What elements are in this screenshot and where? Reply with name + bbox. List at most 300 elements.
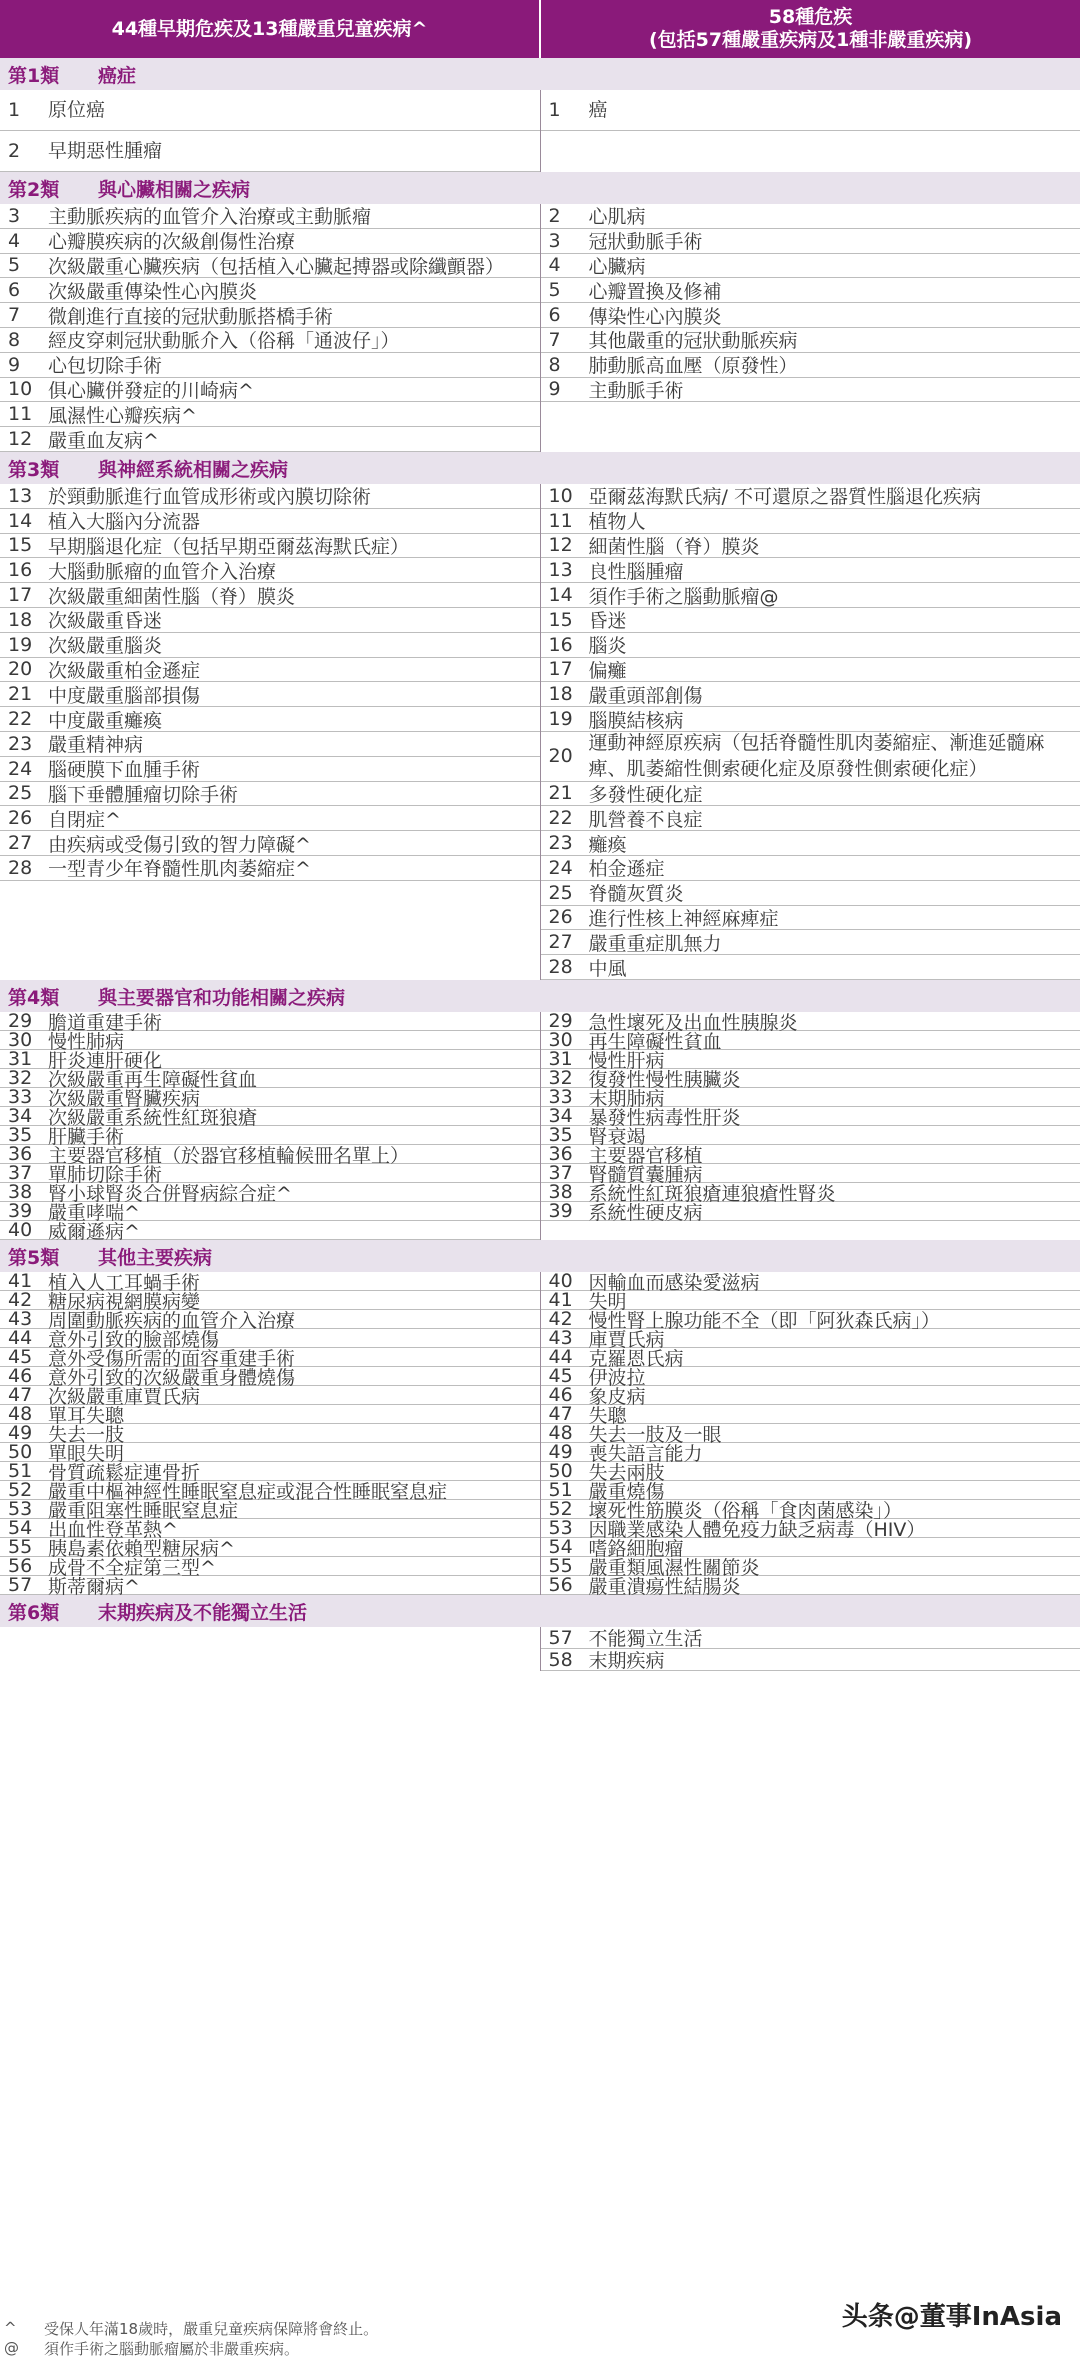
category-name: 末期疾病及不能獨立生活 bbox=[98, 1601, 308, 1624]
item-number: 22 bbox=[8, 708, 33, 731]
item-number: 24 bbox=[548, 856, 573, 879]
item-name: 象皮病 bbox=[588, 1385, 646, 1408]
item-name: 嚴重潰瘍性結腸炎 bbox=[588, 1575, 741, 1598]
item-number: 57 bbox=[548, 1626, 573, 1649]
item-number: 43 bbox=[8, 1308, 33, 1330]
item-number: 13 bbox=[8, 484, 33, 507]
list-item bbox=[0, 583, 540, 608]
item-number: 46 bbox=[8, 1365, 33, 1387]
item-name: 慢性肝病 bbox=[588, 1049, 665, 1072]
list-item bbox=[0, 707, 540, 732]
item-name: 亞爾茲海默氏病/ 不可還原之器質性腦退化疾病 bbox=[588, 486, 981, 509]
item-number: 41 bbox=[8, 1270, 33, 1292]
item-name: 須作手術之腦動脈瘤@ bbox=[588, 585, 779, 608]
item-number: 55 bbox=[8, 1536, 33, 1558]
item-name: 次級嚴重再生障礙性貧血 bbox=[48, 1068, 258, 1091]
item-name: 腦硬膜下血腫手術 bbox=[48, 759, 201, 782]
item-name: 植入大腦內分流器 bbox=[48, 511, 201, 534]
list-item bbox=[0, 328, 540, 353]
item-name: 於頸動脈進行血管成形術或內膜切除術 bbox=[48, 486, 372, 509]
item-number: 7 bbox=[8, 304, 21, 327]
list-item bbox=[0, 1574, 540, 1598]
item-number: 52 bbox=[548, 1498, 573, 1520]
left-column bbox=[0, 1627, 541, 1671]
list-item bbox=[0, 90, 540, 131]
list-item bbox=[541, 732, 1080, 782]
category-rows bbox=[0, 204, 1080, 452]
item-number: 8 bbox=[548, 353, 561, 376]
item-name: 經皮穿刺冠狀動脈介入（俗稱「通波仔」） bbox=[48, 330, 400, 353]
category-rows bbox=[0, 1627, 1080, 1671]
category-id: 第2類 bbox=[8, 178, 60, 201]
item-number: 27 bbox=[8, 832, 33, 855]
item-name: 系統性紅斑狼瘡連狼瘡性腎炎 bbox=[588, 1182, 836, 1205]
item-number: 27 bbox=[548, 931, 573, 954]
item-name: 原位癌 bbox=[48, 99, 106, 121]
item-name: 糖尿病視網膜病變 bbox=[48, 1290, 201, 1313]
category-id: 第1類 bbox=[8, 64, 60, 87]
item-name: 腎髓質囊腫病 bbox=[588, 1163, 703, 1186]
item-name: 嚴重血友病^ bbox=[48, 429, 159, 452]
item-number: 21 bbox=[8, 683, 33, 706]
item-number: 7 bbox=[548, 328, 561, 351]
list-item bbox=[0, 254, 540, 279]
item-number: 15 bbox=[8, 534, 33, 557]
item-number: 33 bbox=[548, 1086, 573, 1108]
item-name: 嚴重哮喘^ bbox=[48, 1201, 140, 1224]
item-name: 微創進行直接的冠狀動脈搭橋手術 bbox=[48, 305, 334, 328]
item-number: 39 bbox=[8, 1200, 33, 1222]
item-name: 嚴重中樞神經性睡眠窒息症或混合性睡眠窒息症 bbox=[48, 1480, 448, 1503]
item-number: 1 bbox=[8, 99, 21, 121]
item-number: 55 bbox=[548, 1555, 573, 1577]
list-item bbox=[0, 658, 540, 683]
right-column bbox=[541, 1012, 1080, 1240]
right-column-heading: 58種危疾 (包括57種嚴重疾病及1種非嚴重疾病) bbox=[648, 6, 973, 51]
list-item bbox=[541, 856, 1080, 881]
item-name: 意外受傷所需的面容重建手術 bbox=[48, 1347, 296, 1370]
list-item bbox=[0, 402, 540, 427]
item-number: 25 bbox=[8, 782, 33, 805]
list-item bbox=[0, 427, 540, 452]
item-number: 23 bbox=[8, 732, 33, 755]
list-item bbox=[0, 378, 540, 403]
item-number: 2 bbox=[8, 140, 21, 162]
item-number: 29 bbox=[8, 1010, 33, 1032]
item-number: 2 bbox=[548, 204, 561, 227]
list-item bbox=[541, 906, 1080, 931]
item-number: 53 bbox=[8, 1498, 33, 1520]
item-name: 自閉症^ bbox=[48, 808, 121, 831]
item-name: 復發性慢性胰臟炎 bbox=[588, 1068, 741, 1091]
category-rows bbox=[0, 1010, 1080, 1243]
category-heading bbox=[0, 452, 1080, 484]
item-name: 再生障礙性貧血 bbox=[588, 1030, 722, 1053]
item-name: 次級嚴重腎臟疾病 bbox=[48, 1087, 201, 1110]
right-column bbox=[541, 204, 1080, 452]
item-name: 嚴重重症肌無力 bbox=[588, 932, 722, 955]
item-name: 肝臟手術 bbox=[48, 1125, 125, 1148]
left-column bbox=[0, 1010, 541, 1243]
list-item bbox=[541, 658, 1080, 683]
item-name: 膽道重建手術 bbox=[48, 1011, 163, 1034]
item-name: 早期惡性腫瘤 bbox=[48, 140, 163, 162]
list-item bbox=[0, 732, 540, 757]
item-name: 植物人 bbox=[588, 511, 646, 534]
item-number: 34 bbox=[8, 1105, 33, 1127]
item-name: 因職業感染人體免疫力缺乏病毒（HIV） bbox=[588, 1518, 926, 1541]
item-name: 次級嚴重庫賈氏病 bbox=[48, 1385, 201, 1408]
item-name: 嗜鉻細胞瘤 bbox=[588, 1537, 684, 1560]
list-item bbox=[541, 254, 1080, 279]
category-heading bbox=[0, 172, 1080, 204]
category-rows bbox=[0, 1270, 1080, 1598]
category-id: 第5類 bbox=[8, 1246, 60, 1269]
item-number: 54 bbox=[8, 1517, 33, 1539]
item-name: 斯蒂爾病^ bbox=[48, 1575, 140, 1598]
table-header bbox=[0, 0, 1080, 58]
list-item bbox=[0, 633, 540, 658]
item-number: 54 bbox=[548, 1536, 573, 1558]
list-item bbox=[541, 633, 1080, 658]
item-name: 其他嚴重的冠狀動脈疾病 bbox=[588, 330, 798, 353]
item-number: 45 bbox=[548, 1365, 573, 1387]
item-name: 嚴重頭部創傷 bbox=[588, 684, 703, 707]
category-rows bbox=[0, 90, 1080, 172]
list-item bbox=[541, 1574, 1080, 1598]
item-number: 38 bbox=[548, 1181, 573, 1203]
item-number: 25 bbox=[548, 881, 573, 904]
item-number: 9 bbox=[8, 353, 21, 376]
list-item bbox=[541, 930, 1080, 955]
item-number: 37 bbox=[548, 1162, 573, 1184]
item-name: 失去一肢及一眼 bbox=[588, 1423, 722, 1446]
item-number: 56 bbox=[548, 1574, 573, 1596]
item-number: 8 bbox=[8, 328, 21, 351]
item-number: 58 bbox=[548, 1648, 573, 1671]
item-number: 11 bbox=[548, 509, 573, 532]
item-number: 32 bbox=[548, 1067, 573, 1089]
right-column bbox=[541, 1270, 1080, 1598]
item-number: 12 bbox=[8, 428, 33, 451]
item-number: 44 bbox=[8, 1327, 33, 1349]
item-number: 6 bbox=[8, 279, 21, 302]
item-number: 5 bbox=[548, 279, 561, 302]
item-number: 31 bbox=[8, 1048, 33, 1070]
footnote-text: 須作手術之腦動脈瘤屬於非嚴重疾病。 bbox=[44, 2339, 300, 2358]
item-name: 嚴重燒傷 bbox=[588, 1480, 665, 1503]
item-number: 11 bbox=[8, 403, 33, 426]
item-name: 單眼失明 bbox=[48, 1442, 125, 1465]
item-name: 植入人工耳蝸手術 bbox=[48, 1271, 201, 1294]
item-name: 一型青少年脊髓性肌肉萎縮症^ bbox=[48, 858, 311, 881]
list-item bbox=[0, 229, 540, 254]
item-number: 12 bbox=[548, 534, 573, 557]
item-name: 良性腦腫瘤 bbox=[588, 560, 684, 583]
item-number: 17 bbox=[8, 584, 33, 607]
item-name: 主要器官移植（於器官移植輪候冊名單上） bbox=[48, 1144, 410, 1167]
item-name: 次級嚴重腦炎 bbox=[48, 635, 163, 658]
footnote-mark: ^ bbox=[4, 2319, 17, 2337]
list-item bbox=[541, 558, 1080, 583]
item-number: 42 bbox=[8, 1289, 33, 1311]
item-number: 14 bbox=[8, 509, 33, 532]
item-name: 因輸血而感染愛滋病 bbox=[588, 1271, 760, 1294]
item-name: 肝炎連肝硬化 bbox=[48, 1049, 163, 1072]
item-name: 心肌病 bbox=[588, 206, 646, 229]
item-number: 51 bbox=[548, 1479, 573, 1501]
item-name: 骨質疏鬆症連骨折 bbox=[48, 1461, 201, 1484]
item-name: 暴發性病毒性肝炎 bbox=[588, 1106, 741, 1129]
item-number: 17 bbox=[548, 658, 573, 681]
left-column bbox=[0, 90, 541, 172]
item-name: 壞死性筋膜炎（俗稱「食肉菌感染」） bbox=[588, 1499, 903, 1522]
item-name: 嚴重類風濕性關節炎 bbox=[588, 1556, 760, 1579]
category-id: 第3類 bbox=[8, 458, 60, 481]
item-name: 嚴重阻塞性睡眠窒息症 bbox=[48, 1499, 239, 1522]
list-item bbox=[541, 328, 1080, 353]
item-name: 癌 bbox=[588, 99, 608, 121]
item-number: 10 bbox=[548, 484, 573, 507]
item-name: 嚴重精神病 bbox=[48, 734, 144, 757]
item-name: 冠狀動脈手術 bbox=[588, 231, 703, 254]
category-name: 與心臟相關之疾病 bbox=[98, 178, 251, 201]
item-number: 43 bbox=[548, 1327, 573, 1349]
item-number: 24 bbox=[8, 757, 33, 780]
item-number: 19 bbox=[548, 708, 573, 731]
item-name: 心瓣置換及修補 bbox=[588, 280, 722, 303]
item-name: 癱瘓 bbox=[588, 833, 627, 856]
item-number: 30 bbox=[548, 1029, 573, 1051]
item-name: 單耳失聰 bbox=[48, 1404, 125, 1427]
item-name: 不能獨立生活 bbox=[588, 1628, 703, 1650]
list-item bbox=[0, 1219, 540, 1243]
item-number: 4 bbox=[8, 229, 21, 252]
item-number: 50 bbox=[548, 1460, 573, 1482]
item-number: 50 bbox=[8, 1441, 33, 1463]
item-name: 失明 bbox=[588, 1290, 627, 1313]
item-number: 10 bbox=[8, 378, 33, 401]
list-item bbox=[541, 881, 1080, 906]
item-name: 腎衰竭 bbox=[588, 1125, 646, 1148]
item-number: 14 bbox=[548, 584, 573, 607]
item-number: 34 bbox=[548, 1105, 573, 1127]
item-name: 主動脈手術 bbox=[588, 379, 684, 402]
category-heading bbox=[0, 1595, 1080, 1627]
item-number: 45 bbox=[8, 1346, 33, 1368]
item-name: 次級嚴重系統性紅斑狼瘡 bbox=[48, 1106, 258, 1129]
item-name: 胰島素依賴型糖尿病^ bbox=[48, 1537, 235, 1560]
item-name: 失去一肢 bbox=[48, 1423, 125, 1446]
item-number: 4 bbox=[548, 254, 561, 277]
list-item bbox=[541, 782, 1080, 807]
item-number: 19 bbox=[8, 633, 33, 656]
item-name: 中度嚴重腦部損傷 bbox=[48, 684, 201, 707]
list-item bbox=[0, 831, 540, 856]
item-name: 急性壞死及出血性胰腺炎 bbox=[588, 1011, 798, 1034]
item-name: 周圍動脈疾病的血管介入治療 bbox=[48, 1309, 296, 1332]
item-name: 傳染性心內膜炎 bbox=[588, 305, 722, 328]
item-number: 28 bbox=[8, 856, 33, 879]
item-name: 意外引致的次級嚴重身體燒傷 bbox=[48, 1366, 296, 1389]
item-name: 失聰 bbox=[588, 1404, 627, 1427]
category-name: 癌症 bbox=[98, 64, 137, 87]
item-number: 40 bbox=[548, 1270, 573, 1292]
item-name: 系統性硬皮病 bbox=[588, 1201, 703, 1224]
list-item bbox=[0, 131, 540, 172]
item-name: 脊髓灰質炎 bbox=[588, 883, 684, 906]
item-name: 成骨不全症第三型^ bbox=[48, 1556, 216, 1579]
right-column bbox=[541, 1627, 1080, 1671]
list-item bbox=[541, 806, 1080, 831]
item-number: 9 bbox=[548, 378, 561, 401]
list-item bbox=[541, 583, 1080, 608]
watermark: 头条@董事InAsia bbox=[841, 2302, 1062, 2332]
item-number: 16 bbox=[8, 559, 33, 582]
item-number: 32 bbox=[8, 1067, 33, 1089]
list-item bbox=[0, 204, 540, 229]
item-number: 47 bbox=[8, 1384, 33, 1406]
list-item bbox=[0, 558, 540, 583]
item-name: 威爾遜病^ bbox=[48, 1220, 140, 1243]
item-number: 31 bbox=[548, 1048, 573, 1070]
list-item bbox=[0, 757, 540, 782]
item-number: 47 bbox=[548, 1403, 573, 1425]
item-number: 42 bbox=[548, 1308, 573, 1330]
item-number: 46 bbox=[548, 1384, 573, 1406]
item-number: 36 bbox=[548, 1143, 573, 1165]
item-name: 多發性硬化症 bbox=[588, 783, 703, 806]
right-column bbox=[541, 484, 1080, 980]
item-number: 56 bbox=[8, 1555, 33, 1577]
list-item bbox=[541, 1649, 1080, 1671]
item-name: 主要器官移植 bbox=[588, 1144, 703, 1167]
item-number: 30 bbox=[8, 1029, 33, 1051]
item-name: 心瓣膜疾病的次級創傷性治療 bbox=[48, 231, 296, 254]
category-name: 與神經系統相關之疾病 bbox=[98, 458, 289, 481]
footnote-text: 受保人年滿18歲時，嚴重兒童疾病保障將會終止。 bbox=[44, 2319, 379, 2338]
list-item bbox=[541, 1200, 1080, 1224]
item-name: 昏迷 bbox=[588, 610, 627, 633]
item-name: 意外引致的臉部燒傷 bbox=[48, 1328, 220, 1351]
item-name: 主動脈疾病的血管介入治療或主動脈瘤 bbox=[48, 206, 372, 229]
category-name: 與主要器官和功能相關之疾病 bbox=[98, 986, 346, 1009]
list-item bbox=[0, 278, 540, 303]
item-name: 偏癱 bbox=[588, 659, 627, 682]
list-item bbox=[541, 831, 1080, 856]
item-name: 由疾病或受傷引致的智力障礙^ bbox=[48, 833, 311, 856]
list-item bbox=[541, 378, 1080, 403]
item-name: 中風 bbox=[588, 957, 627, 980]
item-name: 進行性核上神經麻痺症 bbox=[588, 907, 779, 930]
list-item bbox=[0, 353, 540, 378]
category-name: 其他主要疾病 bbox=[98, 1246, 213, 1269]
list-item bbox=[0, 856, 540, 881]
list-item bbox=[541, 204, 1080, 229]
item-name: 庫賈氏病 bbox=[588, 1328, 665, 1351]
item-name: 風濕性心瓣疾病^ bbox=[48, 404, 197, 427]
item-number: 20 bbox=[548, 745, 573, 768]
item-number: 6 bbox=[548, 304, 561, 327]
item-name: 出血性登革熱^ bbox=[48, 1518, 178, 1541]
list-item bbox=[541, 608, 1080, 633]
left-column bbox=[0, 484, 541, 980]
item-number: 41 bbox=[548, 1289, 573, 1311]
item-name: 運動神經原疾病（包括脊髓性肌肉萎縮症、漸進延髓麻痺、肌萎縮性側索硬化症及原發性側索硬化症） bbox=[588, 732, 1045, 781]
item-number: 18 bbox=[8, 608, 33, 631]
item-number: 18 bbox=[548, 683, 573, 706]
list-item bbox=[541, 353, 1080, 378]
item-number: 48 bbox=[548, 1422, 573, 1444]
item-name: 腦下垂體腫瘤切除手術 bbox=[48, 783, 239, 806]
footnote-mark: @ bbox=[4, 2339, 19, 2357]
left-column-heading: 44種早期危疾及13種嚴重兒童疾病^ bbox=[0, 0, 541, 58]
item-number: 35 bbox=[548, 1124, 573, 1146]
item-name: 心包切除手術 bbox=[48, 355, 163, 378]
list-item bbox=[0, 303, 540, 328]
item-number: 53 bbox=[548, 1517, 573, 1539]
item-number: 21 bbox=[548, 782, 573, 805]
list-item bbox=[0, 682, 540, 707]
left-column bbox=[0, 204, 541, 452]
item-number: 13 bbox=[548, 559, 573, 582]
item-number: 38 bbox=[8, 1181, 33, 1203]
list-item bbox=[541, 278, 1080, 303]
list-item bbox=[541, 707, 1080, 732]
item-number: 49 bbox=[548, 1441, 573, 1463]
item-number: 3 bbox=[8, 204, 21, 227]
item-name: 腦膜結核病 bbox=[588, 709, 684, 732]
item-name: 俱心臟併發症的川崎病^ bbox=[48, 379, 254, 402]
item-number: 48 bbox=[8, 1403, 33, 1425]
item-number: 52 bbox=[8, 1479, 33, 1501]
list-item bbox=[541, 509, 1080, 534]
item-name: 末期肺病 bbox=[588, 1087, 665, 1110]
item-name: 克羅恩氏病 bbox=[588, 1347, 684, 1370]
list-item bbox=[541, 229, 1080, 254]
item-name: 慢性腎上腺功能不全（即「阿狄森氏病」） bbox=[588, 1309, 941, 1332]
list-item bbox=[541, 484, 1080, 509]
item-name: 腎小球腎炎合併腎病綜合症^ bbox=[48, 1182, 292, 1205]
item-number: 35 bbox=[8, 1124, 33, 1146]
item-name: 中度嚴重癱瘓 bbox=[48, 709, 163, 732]
item-name: 次級嚴重昏迷 bbox=[48, 610, 163, 633]
item-name: 次級嚴重傳染性心內膜炎 bbox=[48, 280, 258, 303]
item-name: 腦炎 bbox=[588, 635, 627, 658]
item-name: 伊波拉 bbox=[588, 1366, 646, 1389]
item-name: 喪失語言能力 bbox=[588, 1442, 703, 1465]
left-column bbox=[0, 1270, 541, 1598]
list-item bbox=[541, 534, 1080, 559]
item-number: 29 bbox=[548, 1010, 573, 1032]
category-rows bbox=[0, 484, 1080, 980]
item-number: 44 bbox=[548, 1346, 573, 1368]
item-name: 末期疾病 bbox=[588, 1650, 665, 1672]
list-item bbox=[541, 90, 1080, 131]
item-name: 早期腦退化症（包括早期亞爾茲海默氏症） bbox=[48, 536, 410, 558]
item-name: 肌營養不良症 bbox=[588, 808, 703, 831]
list-item bbox=[0, 484, 540, 509]
list-item bbox=[0, 782, 540, 807]
item-number: 5 bbox=[8, 254, 21, 277]
item-name: 肺動脈高血壓（原發性） bbox=[588, 355, 798, 378]
item-name: 大腦動脈瘤的血管介入治療 bbox=[48, 560, 277, 583]
item-name: 單肺切除手術 bbox=[48, 1163, 163, 1186]
item-number: 22 bbox=[548, 807, 573, 830]
item-name: 心臟病 bbox=[588, 256, 646, 278]
item-name: 次級嚴重細菌性腦（脊）膜炎 bbox=[48, 585, 296, 608]
list-item bbox=[0, 534, 540, 559]
